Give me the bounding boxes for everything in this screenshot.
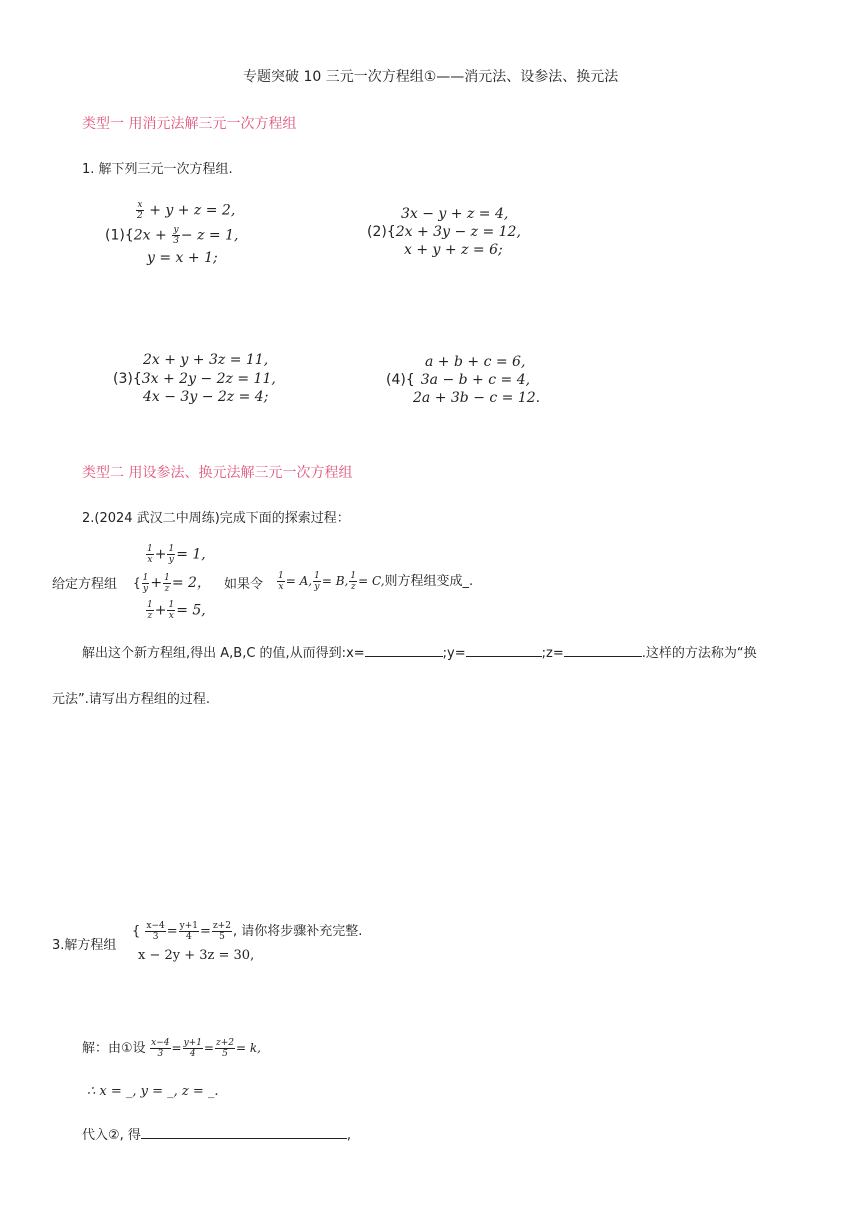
section-heading-type1: 类型一 用消元法解三元一次方程组 bbox=[82, 116, 297, 132]
sys3-line2: 3x + 2y − 2z = 11, bbox=[141, 371, 276, 387]
z-label: ;z= bbox=[541, 646, 564, 661]
q2-eq1: = 1, bbox=[176, 546, 206, 563]
q2-eq3: = 5, bbox=[176, 602, 206, 619]
solve-text: 解出这个新方程组,得出 A,B,C 的值,从而得到:x= bbox=[82, 646, 365, 661]
method-text: .这样的方法称为“换 bbox=[641, 646, 757, 661]
sys3-line1: 2x + y + 3z = 11, bbox=[143, 352, 269, 368]
substitute-end: , bbox=[346, 1128, 352, 1143]
sys3-label: (3){ bbox=[113, 371, 142, 387]
fraction-y-over-3: $\frac{y}{3}$ bbox=[173, 225, 179, 246]
sys2-line3: x + y + z = 6; bbox=[404, 242, 503, 258]
substitute-label: 代入②, 得 bbox=[82, 1128, 141, 1143]
answer-blank-z[interactable] bbox=[564, 644, 642, 657]
sub-a: = A, bbox=[285, 574, 313, 588]
sys2-line2: 2x + 3y − z = 12, bbox=[395, 224, 521, 240]
sys4-line1: a + b + c = 6, bbox=[425, 354, 526, 370]
question-3-label: 3.解方程组 bbox=[52, 938, 117, 953]
q3-tail: , 请你将步骤补充完整. bbox=[232, 924, 363, 939]
solution-step-substitute bbox=[82, 1124, 351, 1143]
sys1-line3: y = x + 1; bbox=[147, 250, 218, 266]
solution-step-1: 解：由①设 $\frac{x-4}{3}$ = $\frac{y+1}{4}$ = $\frac{z+2}{5}$ = k, bbox=[82, 1038, 261, 1059]
sys1-line1: + y + z = 2, bbox=[149, 202, 236, 219]
solution-step-therefore: ∴ x = _, y = _, z = _. bbox=[87, 1084, 219, 1099]
given-system-label: 给定方程组 bbox=[52, 577, 118, 592]
answer-blank-x[interactable] bbox=[365, 644, 443, 657]
then-label: 则方程组变成 bbox=[384, 574, 463, 589]
sol-k: = k, bbox=[236, 1041, 261, 1055]
section-heading-type2: 类型二 用设参法、换元法解三元一次方程组 bbox=[82, 465, 353, 481]
sub-b: = B, bbox=[321, 574, 349, 588]
sys2-line1: 3x − y + z = 4, bbox=[401, 206, 509, 222]
if-let-label: 如果令 bbox=[224, 577, 264, 592]
q3-eq2: x − 2y + 3z = 30, bbox=[138, 948, 255, 963]
sys3-line3: 4x − 3y − 2z = 4; bbox=[143, 389, 269, 405]
page-title: 专题突破 10 三元一次方程组①——消元法、设参法、换元法 bbox=[243, 69, 619, 85]
question-1-prompt: 1. 解下列三元一次方程组. bbox=[82, 162, 233, 177]
sys4-line2: 3a − b + c = 4, bbox=[420, 372, 531, 388]
sys4-line3: 2a + 3b − c = 12. bbox=[413, 390, 541, 406]
fraction-x-over-2: $\frac{x}{2}$ bbox=[137, 200, 143, 221]
sub-c: = C, bbox=[358, 574, 385, 588]
sys1-line2b: − z = 1, bbox=[180, 227, 239, 244]
q2-eq2: = 2， bbox=[171, 575, 211, 591]
solve-line bbox=[82, 642, 757, 661]
sol-prefix: 解：由①设 bbox=[82, 1041, 146, 1056]
answer-blank-substitute[interactable] bbox=[141, 1126, 347, 1139]
sys1-label: (1){ bbox=[105, 227, 134, 244]
sys1-line2a: 2x + bbox=[133, 227, 167, 244]
method-text-cont: 元法”.请写出方程组的过程. bbox=[52, 692, 210, 707]
answer-blank-y[interactable] bbox=[466, 644, 542, 657]
y-label: ;y= bbox=[442, 646, 466, 661]
sys2-label: (2){ bbox=[367, 224, 396, 240]
sys4-label: (4){ bbox=[386, 372, 415, 388]
question-2-prompt: 2.(2024 武汉二中周练)完成下面的探索过程： bbox=[82, 511, 350, 526]
